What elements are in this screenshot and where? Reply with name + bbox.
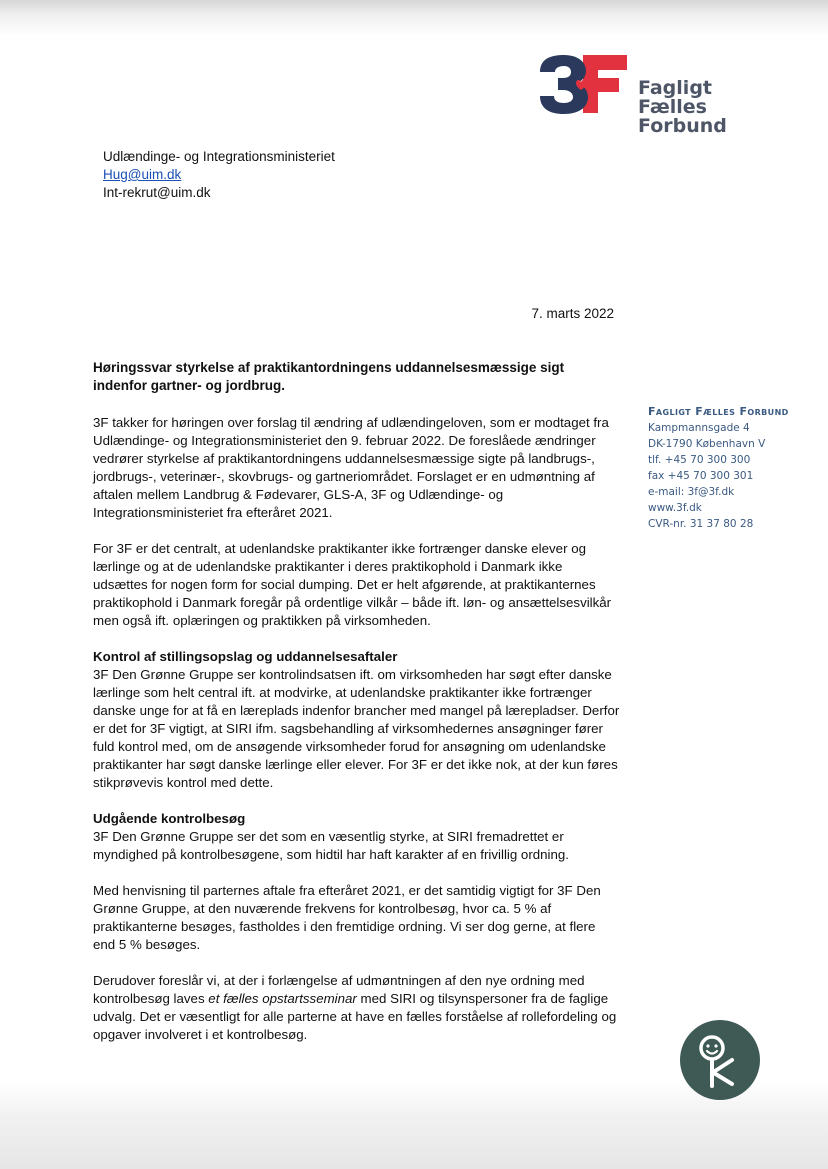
sender-city: DK-1790 København V <box>648 438 766 450</box>
paragraph-frekvens: Med henvisning til parternes aftale fra efteråret 2021, er det samtidig vigtigt for 3F Den Grønne Gruppe, at den nuværende frekvens for kontrolbesøg, hvor ca. 5 % af praktikanterne besøges, fastholdes i den fremtidige ordning. Vi ser dog gerne, at flere end 5 % besøges. <box>93 883 601 952</box>
sender-web: www.3f.dk <box>648 502 702 514</box>
scan-edge-top <box>0 0 828 36</box>
3f-logo <box>536 52 776 137</box>
seminar-text-b: med SIRI og tilsynspersoner fra de faglige udvalg. Det er væsentligt for alle parterne at have en fælles forståelse af rollefordeling og opgaver involveret i et kontrolbesøg. <box>93 991 617 1042</box>
ok-figure-icon <box>680 1020 760 1100</box>
paragraph-kontrol: 3F Den Grønne Gruppe ser kontrolindsatsen ift. om virksomheden har søgt efter danske lærlinge som helt central ift. at modvirke, at udenlandske praktikanter ikke fortrænger danske unge for at få en læreplads indenfor brancher med mangel på lærepladser. Derfor er det for 3F vigtigt, at SIRI ifm. sagsbehandling af virksomhedernes ansøgninger fører fuld kontrol med, om de ansøgende virksomheder forud for ansøgning om udenlandske praktikanter har søgt danske lærlinge eller elever. For 3F er det ikke nok, at der kun føres stikprøvevis kontrol med dette. <box>93 667 620 790</box>
recipient-name: Udlændinge- og Integrationsministeriet <box>103 149 335 164</box>
paragraph-central: For 3F er det centralt, at udenlandske praktikanter ikke fortrænger danske elever og lærlinge og at de udenlandske praktikanter i deres praktikophold i Danmark ikke udsættes for nogen form for social dumping. Det er helt afgørende, at praktikanternes praktikophold i Danmark foregår på ordentlige vilkår – både ift. løn- og ansættelsesvilkår men også ift. oplæringen og praktikken på virksomheden. <box>93 541 612 628</box>
sender-cvr: CVR-nr. 31 37 80 28 <box>648 518 754 530</box>
sender-email: e-mail: 3f@3f.dk <box>648 486 735 498</box>
letter-body <box>93 414 620 1062</box>
seminar-text-a: Derudover foreslår vi, at der i forlængelse af udmøntningen af den nye ordning med kontrolbesøg laves <box>93 973 585 1006</box>
paragraph-intro: 3F takker for høringen over forslag til ændring af udlændingeloven, som er modtaget fra Udlændinge- og Integrationsministeriet den 9. februar 2022. De foreslåede ændringer vedrører styrkelse af praktikantordningens uddannelsesmæssige sigte på landbrugs-, jordbrugs-, veterinær-, skovbrugs- og gartneriområdet. Forslaget er en udmøntning af aftalen mellem Landbrug & Fødevarer, GLS-A, 3F og Udlændinge- og Integrationsministeriet fra efteråret 2021. <box>93 415 609 520</box>
letter-subject: Høringssvar styrkelse af praktikantordningens uddannelsesmæssige sigt indenfor gartner- og jordbrug. <box>93 360 565 393</box>
letter-date: 7. marts 2022 <box>531 306 614 321</box>
3f-logo-mark <box>536 52 632 118</box>
paragraph-myndighed: 3F Den Grønne Gruppe ser det som en væsentlig styrke, at SIRI fremadrettet er myndighed på kontrolbesøgene, som hidtil har haft karakter af en frivillig ordning. <box>93 829 569 862</box>
sender-fax: fax +45 70 300 301 <box>648 470 754 482</box>
heading-kontrol: Kontrol af stillingsopslag og uddannelsesaftaler <box>93 649 398 664</box>
recipient-email-link[interactable]: Hug@uim.dk <box>103 167 182 182</box>
sender-phone: tlf. +45 70 300 300 <box>648 454 751 466</box>
recipient-email-2: Int-rekrut@uim.dk <box>103 185 211 200</box>
logo-name: Fagligt Fælles Forbund <box>638 77 727 137</box>
seminar-emphasis: et fælles opstartsseminar <box>208 991 357 1006</box>
heading-kontrolbesoeg: Udgående kontrolbesøg <box>93 811 246 826</box>
paragraph-seminar <box>93 972 620 1044</box>
ok-badge <box>680 1020 760 1100</box>
sender-org: Fagligt Fælles Forbund <box>648 405 789 418</box>
sender-contact-block <box>648 404 808 532</box>
recipient-block <box>103 148 335 202</box>
sender-street: Kampmannsgade 4 <box>648 422 750 434</box>
